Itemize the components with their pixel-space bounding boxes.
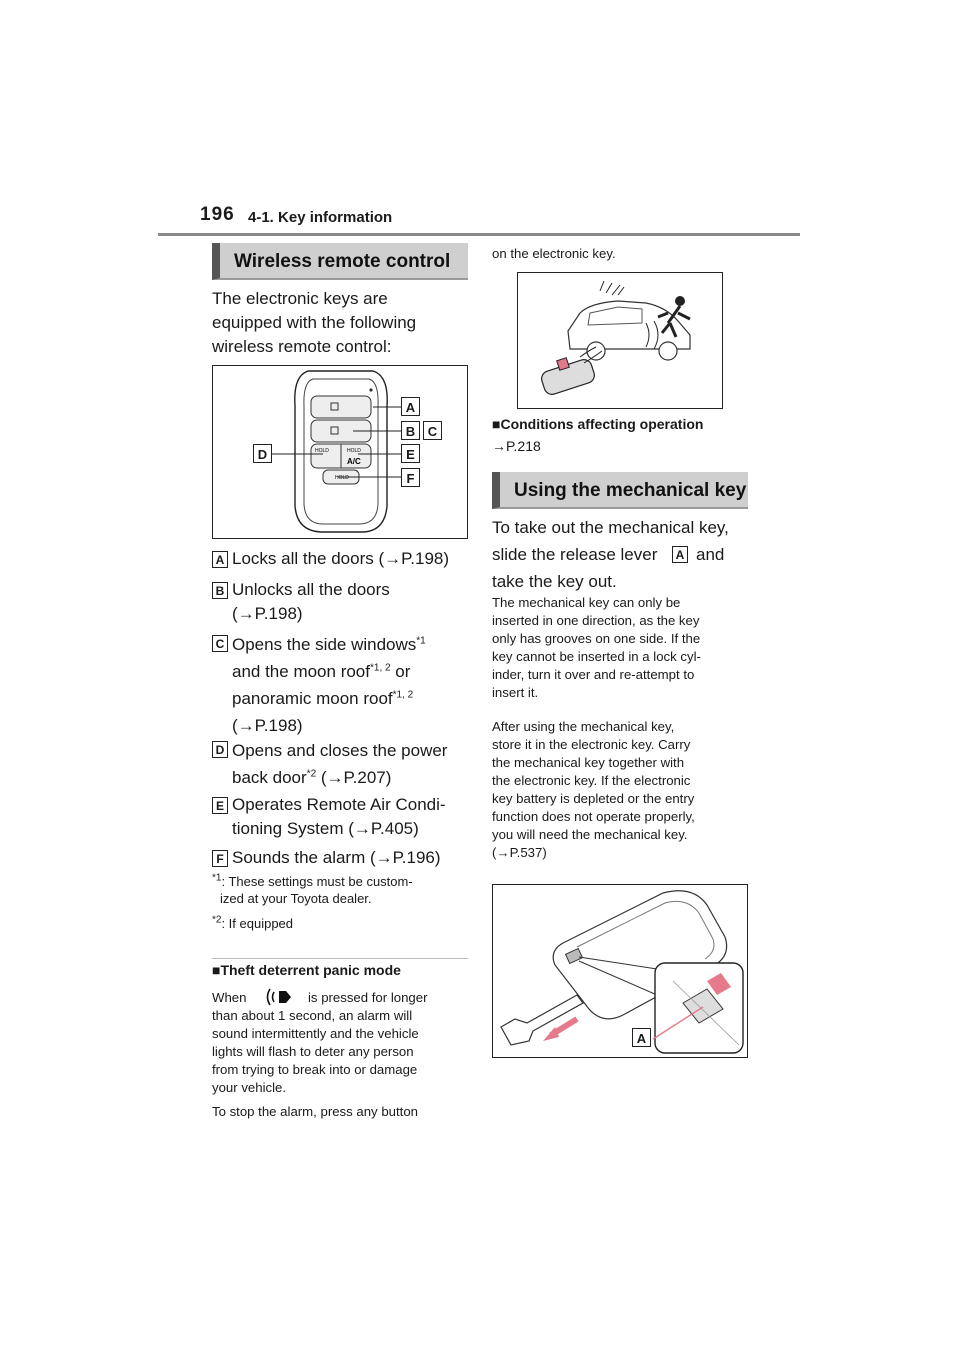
intro-line: take the key out. bbox=[492, 572, 617, 591]
item-label: A bbox=[212, 551, 228, 568]
section-divider bbox=[212, 958, 468, 959]
hold-label: HOLD bbox=[335, 475, 349, 481]
hold-label: HOLD bbox=[315, 448, 329, 454]
chapter-title: 4-1. Key information bbox=[248, 209, 393, 226]
intro-line: and bbox=[696, 545, 725, 564]
footnote-line: : These settings must be custom- bbox=[221, 874, 413, 889]
key-fob-illustration bbox=[213, 366, 467, 538]
item-text bbox=[232, 737, 447, 791]
theft-line: your vehicle. bbox=[212, 1080, 287, 1095]
list-item bbox=[212, 793, 446, 838]
paragraph-line: you will need the mechanical key. bbox=[492, 827, 688, 842]
intro-line: The electronic keys are bbox=[212, 289, 388, 308]
theft-line: sound intermittently and the vehicle bbox=[212, 1026, 419, 1041]
item-line: Operates Remote Air Condi- bbox=[232, 795, 446, 814]
footnote-mark: *1 bbox=[212, 872, 222, 884]
figure-label-d: D bbox=[253, 444, 272, 463]
ac-label: A/C bbox=[347, 457, 361, 466]
footnote bbox=[212, 915, 293, 932]
item-text bbox=[232, 631, 426, 739]
item-text bbox=[232, 578, 390, 626]
footnote-line: ized at your Toyota dealer. bbox=[220, 891, 372, 906]
paragraph-line: inder, turn it over and re-attempt to bbox=[492, 667, 695, 682]
conditions-heading: ■Conditions affecting operation bbox=[492, 416, 704, 432]
figure-label-a: A bbox=[632, 1028, 651, 1047]
intro-line: equipped with the following bbox=[212, 313, 417, 332]
paragraph-line: store it in the electronic key. Carry bbox=[492, 737, 691, 752]
paragraph-line: the mechanical key together with bbox=[492, 755, 685, 770]
item-line: panoramic moon roof$^{*1, 2}$ bbox=[232, 689, 414, 708]
intro-line: wireless remote control: bbox=[212, 337, 392, 356]
list-item bbox=[212, 547, 450, 571]
item-text bbox=[232, 793, 446, 841]
key-fob-figure bbox=[212, 365, 468, 539]
item-label: F bbox=[212, 850, 228, 867]
paragraph-line: (→P.537) bbox=[492, 845, 547, 860]
lever-label: A bbox=[672, 546, 688, 563]
paragraph-line: key battery is depleted or the entry bbox=[492, 791, 695, 806]
theft-line: To stop the alarm, press any button bbox=[212, 1104, 418, 1119]
figure-label-b: B bbox=[401, 421, 420, 440]
item-line: back door$^{*2}$ (→P.207) bbox=[232, 768, 392, 787]
figure-label-c: C bbox=[423, 421, 442, 440]
list-item bbox=[212, 737, 448, 787]
item-line: Opens the side windows$^{*1}$ bbox=[232, 635, 426, 654]
paragraph-line: the electronic key. If the electronic bbox=[492, 773, 691, 788]
item-line: Sounds the alarm (→P.196) bbox=[232, 848, 441, 867]
section-heading-mechanical: Using the mechanical key bbox=[492, 472, 748, 509]
figure-label-a: A bbox=[401, 397, 420, 416]
item-label: C bbox=[212, 635, 228, 652]
car-alarm-figure bbox=[517, 272, 723, 409]
item-label: E bbox=[212, 797, 228, 814]
footnote bbox=[212, 873, 413, 907]
footnote-line: : If equipped bbox=[221, 916, 294, 931]
theft-heading: ■Theft deterrent panic mode bbox=[212, 962, 401, 978]
theft-line: from trying to break into or damage bbox=[212, 1062, 418, 1077]
paragraph-line: key cannot be inserted in a lock cyl- bbox=[492, 649, 701, 664]
paragraph-line: inserted in one direction, as the key bbox=[492, 613, 700, 628]
section-heading-wireless: Wireless remote control bbox=[212, 243, 468, 280]
item-line: Unlocks all the doors bbox=[232, 580, 390, 599]
list-item bbox=[212, 846, 441, 870]
paragraph-line: insert it. bbox=[492, 685, 539, 700]
wireless-intro bbox=[212, 287, 416, 359]
theft-line: than about 1 second, an alarm will bbox=[212, 1008, 413, 1023]
item-text bbox=[232, 846, 441, 870]
mechanical-paragraph bbox=[492, 594, 752, 702]
intro-line: To take out the mechanical key, bbox=[492, 518, 729, 537]
mechanical-key-illustration bbox=[493, 885, 747, 1057]
car-alarm-illustration bbox=[518, 273, 722, 408]
footnote-mark: *2 bbox=[212, 914, 222, 926]
mechanical-key-figure bbox=[492, 884, 748, 1058]
item-line: (→P.198) bbox=[232, 604, 303, 623]
theft-paragraph bbox=[212, 989, 472, 1121]
theft-line: lights will flash to deter any person bbox=[212, 1044, 414, 1059]
item-line: Opens and closes the power bbox=[232, 741, 448, 760]
list-item bbox=[212, 578, 390, 623]
item-line: and the moon roof$^{*1, 2}$ or bbox=[232, 662, 411, 681]
paragraph-line: function does not operate properly, bbox=[492, 809, 695, 824]
list-item bbox=[212, 631, 426, 735]
item-line: tioning System (→P.405) bbox=[232, 819, 419, 838]
mechanical-intro bbox=[492, 516, 729, 594]
figure-label-f: F bbox=[401, 468, 420, 487]
paragraph-line: only has grooves on one side. If the bbox=[492, 631, 701, 646]
hold-label: HOLD bbox=[347, 448, 361, 454]
theft-continuation: on the electronic key. bbox=[492, 246, 616, 261]
item-text bbox=[232, 547, 449, 571]
figure-label-e: E bbox=[401, 444, 420, 463]
item-label: D bbox=[212, 741, 228, 758]
theft-line: When bbox=[212, 990, 247, 1005]
conditions-ref: →P.218 bbox=[492, 438, 541, 454]
page-number: 196 bbox=[200, 204, 235, 225]
panic-alarm-icon bbox=[264, 987, 294, 1012]
paragraph-line: The mechanical key can only be bbox=[492, 595, 681, 610]
mechanical-paragraph bbox=[492, 718, 752, 862]
theft-line: is pressed for longer bbox=[308, 990, 428, 1005]
item-line: (→P.198) bbox=[232, 716, 303, 735]
header-rule bbox=[158, 233, 800, 236]
item-line: Locks all the doors (→P.198) bbox=[232, 549, 450, 568]
paragraph-line: After using the mechanical key, bbox=[492, 719, 675, 734]
intro-line: slide the release lever bbox=[492, 545, 658, 564]
item-label: B bbox=[212, 582, 228, 599]
